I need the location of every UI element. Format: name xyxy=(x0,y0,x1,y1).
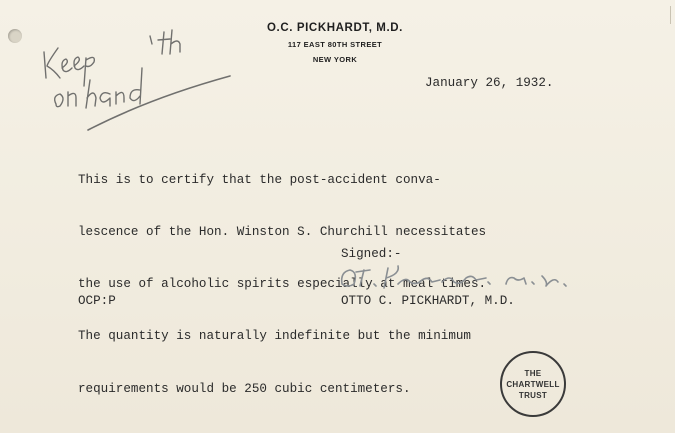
letterhead-address: 117 EAST 80TH STREET xyxy=(287,40,383,49)
punch-hole xyxy=(8,29,22,43)
stamp-line: THE xyxy=(524,368,542,378)
body-line: This is to certify that the post-accident conva- xyxy=(78,172,441,187)
page-edge xyxy=(658,6,671,24)
typed-signature-name: OTTO C. PICKHARDT, M.D. xyxy=(341,294,515,308)
letter-date: January 26, 1932. xyxy=(425,76,554,90)
handwritten-signature xyxy=(336,262,596,294)
body-line: The quantity is naturally indefinite but the minimum xyxy=(78,329,471,344)
stamp-line: CHARTWELL xyxy=(506,379,560,389)
archive-stamp xyxy=(500,351,566,417)
letterhead xyxy=(235,22,435,64)
typist-initials: OCP:P xyxy=(78,294,116,308)
letterhead-city: NEW YORK xyxy=(312,55,358,64)
body-line: the use of alcoholic spirits especially at meal times. xyxy=(78,277,487,292)
body-line: lescence of the Hon. Winston S. Churchill necessitates xyxy=(78,225,487,240)
body-line: requirements would be 250 cubic centimeters. xyxy=(78,381,411,396)
stamp-line: TRUST xyxy=(518,390,548,400)
handwritten-annotation xyxy=(30,28,240,138)
signed-label: Signed:- xyxy=(341,247,402,261)
letterhead-name: O.C. PICKHARDT, M.D. xyxy=(267,22,403,34)
